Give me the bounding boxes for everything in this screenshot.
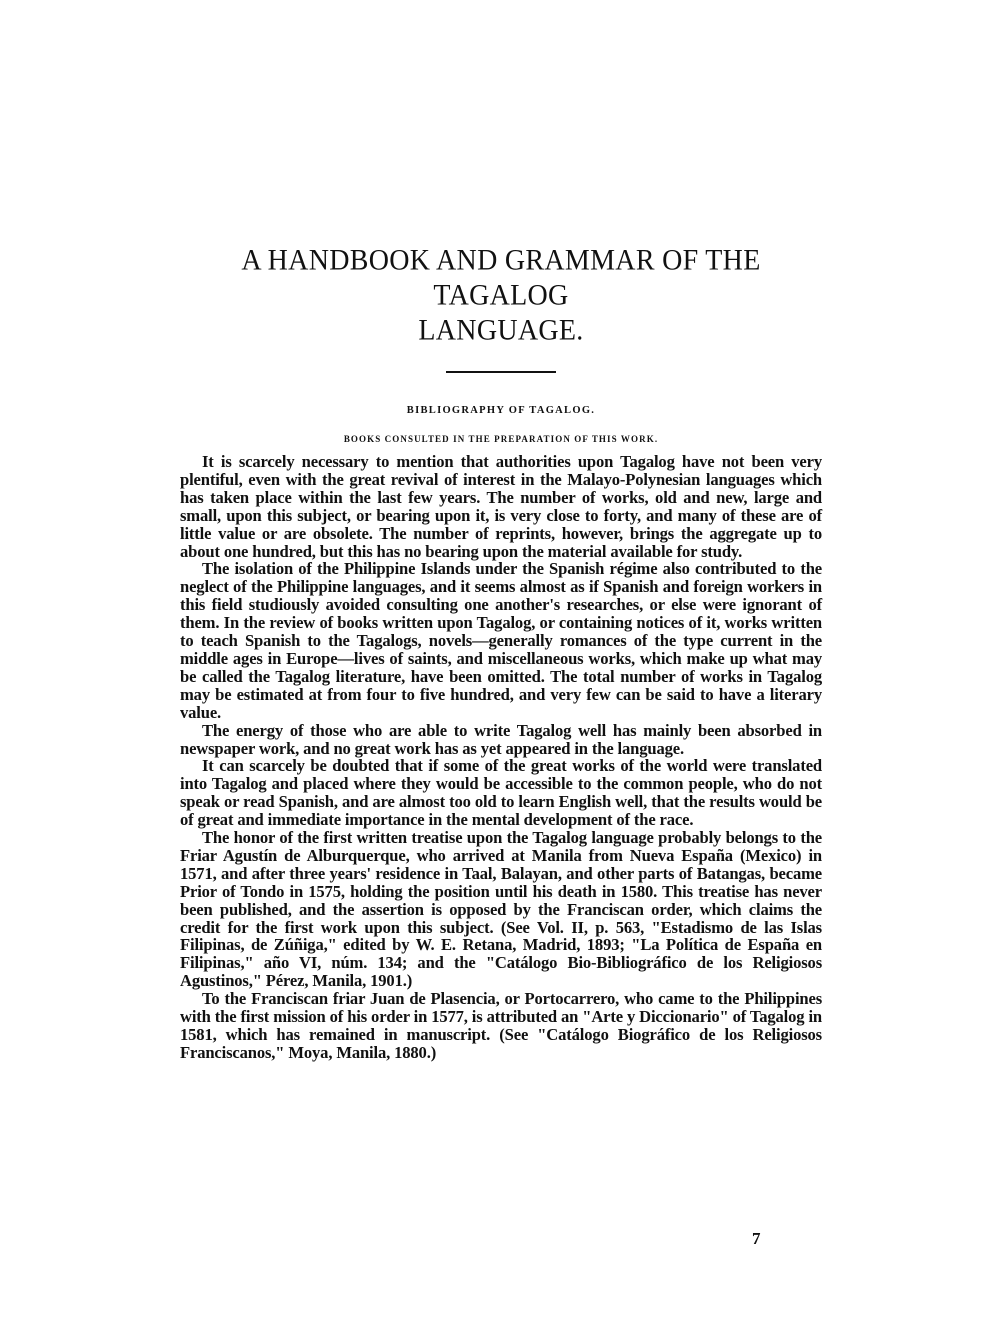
body-text: [180, 453, 822, 1062]
paragraph: It is scarcely necessary to mention that authorities upon Tagalog have not been very plentiful, even with the great revival of interest in the Malayo-Polynesian languages which has taken place within the last few years. The number of works, old and new, large and small, upon this subject, or bearing upon it, is very close to forty, and many of these are of little value or are obsolete. The number of reprints, however, brings the aggregate up to about one hundred, but this has no bearing upon the material available for study.: [180, 452, 822, 561]
title-line-1: A HANDBOOK AND GRAMMAR OF THE TAGALOG: [241, 244, 761, 312]
title-divider: [446, 371, 556, 373]
paragraph: To the Franciscan friar Juan de Plasencia, or Portocarrero, who came to the Philippines with the first mission of his order in 1577, is attributed an "Arte y Diccionario" of Tagalog in 1581, which has remained in manuscript. (See "Catálogo Biográfico de los Religiosos Franciscanos," Moya, Manila, 1880.): [180, 989, 822, 1062]
page-title: [180, 243, 822, 348]
section-heading: BIBLIOGRAPHY OF TAGALOG.: [406, 405, 596, 416]
paragraph: The honor of the first written treatise upon the Tagalog language probably belongs to the Friar Agustín de Alburquerque, who arrived at Manila from Nueva España (Mexico) in 1571, and after three years' residence in Taal, Balayan, and other parts of Batangas, became Prior of Tondo in 1575, holding the position until his death in 1580. This treatise has never been published, and the assertion is opposed by the Franciscan order, which claims the credit for the first work upon this subject. (See Vol. II, p. 563, "Estadismo de las Islas Filipinas, de Zúñiga," edited by W. E. Retana, Madrid, 1893; "La Política de España en Filipinas," año VI, núm. 134; and the "Catálogo Bio-Bibliográfico de los Religiosos Agustinos," Pérez, Manila, 1901.): [180, 828, 822, 991]
paragraph: The energy of those who are able to write Tagalog well has mainly been absorbed in newspaper work, and no great work has as yet appeared in the language.: [180, 720, 822, 758]
title-line-2: LANGUAGE.: [418, 314, 584, 347]
paragraph: It can scarcely be doubted that if some of the great works of the world were translated into Tagalog and placed where they would be accessible to the common people, who do not speak or read Spanish, and are almost too old to learn English well, that the results would be of great and immediate importance in the mental development of the race.: [180, 756, 822, 830]
section-subheading: BOOKS CONSULTED IN THE PREPARATION OF THIS WORK.: [343, 434, 659, 444]
paragraph: The isolation of the Philippine Islands under the Spanish régime also contributed to the neglect of the Philippine languages, and it seems almost as if Spanish and foreign workers in this field studiously avoided consulting one another's researches, or else were ignorant of them. In the review of books written upon Tagalog, or containing notices of it, works written to teach Spanish to the Tagalogs, novels—generally romances of the type current in the middle ages in Europe—lives of saints, and miscellaneous works, which make up what may be called the Tagalog literature, have been omitted. The total number of works in Tagalog may be estimated at from four to five hundred, and very few can be said to have a literary value.: [180, 559, 822, 722]
page-number: 7: [752, 1229, 761, 1248]
page-content: [180, 246, 822, 1062]
